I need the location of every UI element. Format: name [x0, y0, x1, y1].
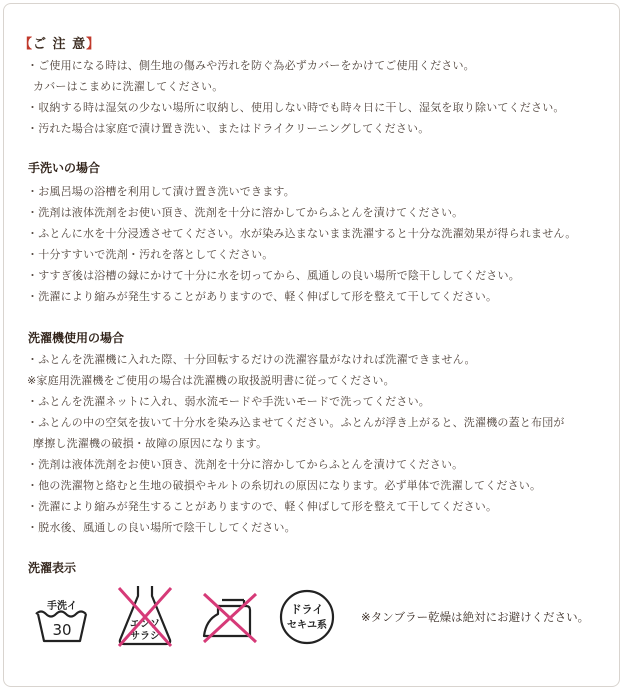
- caution-heading: [19, 33, 100, 52]
- machine-wash-line-1: ・ふとんを洗濯機に入れた際、十分回転するだけの洗濯容量がなければ洗濯できません。: [27, 353, 476, 366]
- caution-line-1: ・ご使用になる時は、側生地の傷みや汚れを防ぐ為必ずカバーをかけてご使用ください。: [27, 59, 475, 72]
- machine-wash-line-6: ・洗剤は液体洗剤をお使い頂き、洗剤を十分に溶かしてからふとんを漬けてください。: [27, 458, 464, 471]
- machine-wash-line-3: ・ふとんを洗濯ネットに入れ、弱水流モードや手洗いモードで洗ってください。: [27, 395, 430, 408]
- machine-wash-line-9: ・脱水後、風通しの良い場所で陰干ししてください。: [27, 521, 296, 534]
- hand-wash-line-6: ・洗濯により縮みが発生することがありますので、軽く伸ばして形を整えて干してください。: [27, 290, 498, 303]
- tumble-dry-note: ※タンブラー乾燥は絶対にお避けください。: [361, 610, 590, 624]
- machine-wash-line-4: ・ふとんの中の空気を抜いて十分水を染み込ませてください。ふとんが浮き上がると、洗濯機の蓋と布団が: [27, 416, 565, 429]
- caution-line-4: ・汚れた場合は家庭で漬け置き洗い、またはドライクリーニングしてください。: [27, 122, 430, 135]
- machine-wash-line-5: 摩擦し洗濯機の破損・故障の原因になります。: [33, 437, 268, 450]
- dry-label-1: ドライ: [290, 603, 324, 616]
- caution-line-3: ・収納する時は湿気の少ない場所に収納し、使用しない時でも時々日に干し、湿気を取り除いてください。: [27, 101, 565, 114]
- hand-wash-title: 手洗いの場合: [28, 161, 101, 175]
- dry-clean-icon: [278, 588, 336, 646]
- care-symbols-title: 洗濯表示: [28, 561, 77, 575]
- caution-line-2: カバーはこまめに洗濯してください。: [33, 80, 224, 93]
- hand-wash-tub-icon: [34, 598, 90, 644]
- dry-label-2: セキユ系: [287, 620, 327, 631]
- hand-wash-label: 手洗イ: [47, 601, 77, 612]
- hand-wash-line-5: ・すすぎ後は浴槽の縁にかけて十分に水を切ってから、風通しの良い場所で陰干ししてください。: [27, 269, 520, 282]
- machine-wash-line-8: ・洗濯により縮みが発生することがありますので、軽く伸ばして形を整えて干してください。: [27, 500, 498, 513]
- no-bleach-label-2: サラシ: [130, 631, 160, 642]
- hand-wash-line-1: ・お風呂場の浴槽を利用して漬け置き洗いできます。: [27, 185, 295, 198]
- hand-wash-temperature: 30: [52, 621, 72, 639]
- bracket-open: 【: [19, 37, 34, 52]
- machine-wash-title: 洗濯機使用の場合: [28, 331, 125, 345]
- caution-title: ご 注 意: [33, 37, 87, 52]
- bracket-close: 】: [86, 37, 101, 52]
- machine-wash-line-7: ・他の洗濯物と絡むと生地の破損やキルトの糸切れの原因になります。必ず単体で洗濯してください。: [27, 479, 542, 492]
- no-bleach-label-1: エンソ: [130, 619, 160, 630]
- hand-wash-line-3: ・ふとんに水を十分浸透させてください。水が染み込まないまま洗濯すると十分な洗濯効果が得られません。: [27, 227, 577, 240]
- hand-wash-line-2: ・洗剤は液体洗剤をお使い頂き、洗剤を十分に溶かしてからふとんを漬けてください。: [27, 206, 464, 219]
- machine-wash-line-2: ※家庭用洗濯機をご使用の場合は洗濯機の取扱説明書に従ってください。: [27, 374, 395, 387]
- hand-wash-line-4: ・十分すすいで洗剤・汚れを落としてください。: [27, 248, 274, 261]
- no-iron-icon: [198, 592, 258, 644]
- no-bleach-icon: [116, 584, 174, 648]
